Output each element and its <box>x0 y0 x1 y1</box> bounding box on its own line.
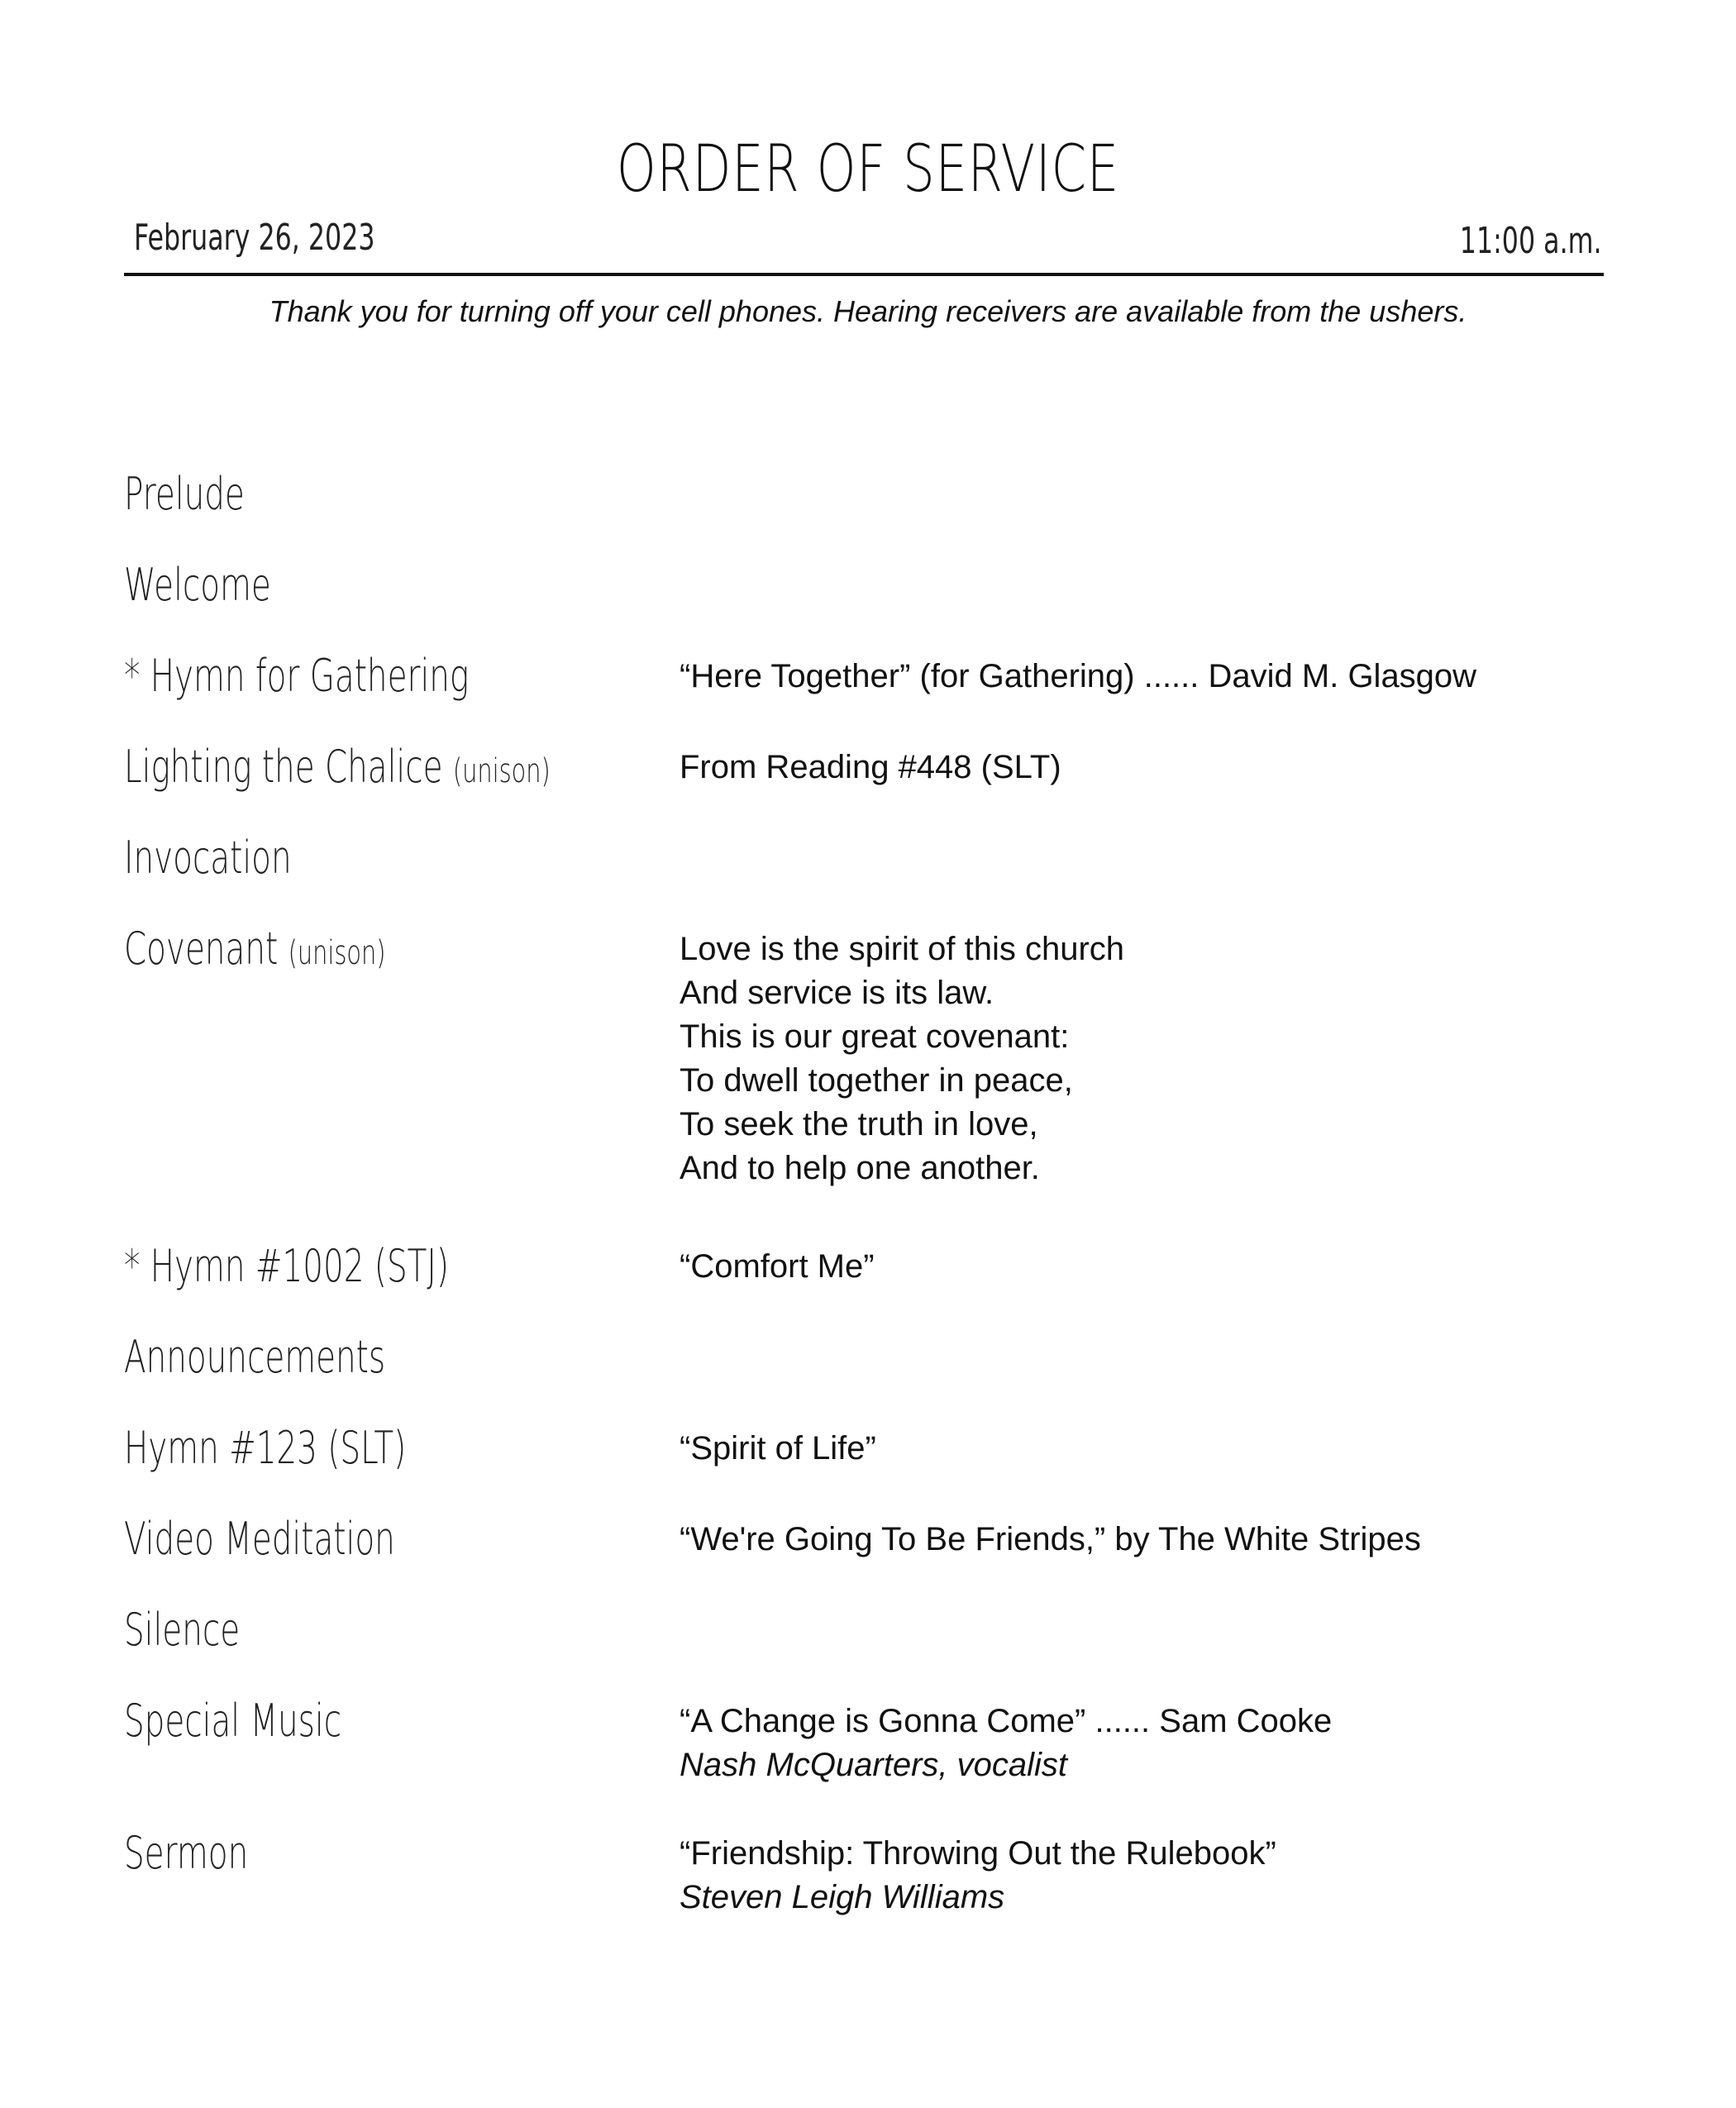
item-label: Welcome <box>124 559 271 611</box>
item-detail: “Spirit of Life” <box>680 1430 876 1467</box>
item-label: Special Music <box>124 1695 342 1747</box>
service-date: February 26, 2023 <box>134 217 375 259</box>
item-label: Invocation <box>124 832 292 884</box>
item-label: Prelude <box>124 468 245 520</box>
covenant-line: To seek the truth in love, <box>680 1106 1038 1142</box>
item-detail: “We're Going To Be Friends,” by The White Stripes <box>680 1521 1421 1557</box>
song-title: “A Change is Gonna Come” ...... Sam Cooke <box>680 1703 1333 1739</box>
covenant-line: Love is the spirit of this church <box>680 931 1125 967</box>
speaker: Steven Leigh Williams <box>680 1879 1005 1915</box>
item-label: * Hymn #1002 (STJ) <box>124 1240 450 1292</box>
covenant-line: And to help one another. <box>680 1150 1040 1186</box>
item-label: Silence <box>124 1604 241 1656</box>
item-detail: “Here Together” (for Gathering) ...... David M. Glasgow <box>680 658 1477 694</box>
page-title: ORDER OF SERVICE <box>616 132 1120 207</box>
item-label: Announcements <box>124 1331 386 1383</box>
item-label-text: Lighting the Chalice <box>124 741 443 793</box>
item-label: Video Meditation <box>124 1513 395 1565</box>
item-label-text: Covenant <box>124 923 279 975</box>
covenant-line: And service is its law. <box>680 975 994 1011</box>
item-label: Sermon <box>124 1827 249 1879</box>
phone-notice: Thank you for turning off your cell phones. Hearing receivers are available from the ushers. <box>269 294 1467 328</box>
item-label <box>124 923 385 975</box>
unison-note: (unison) <box>452 752 551 790</box>
item-label: Hymn #123 (SLT) <box>124 1422 407 1474</box>
sermon-title: “Friendship: Throwing Out the Rulebook” <box>680 1835 1276 1872</box>
service-time: 11:00 a.m. <box>1460 220 1602 262</box>
covenant-line: This is our great covenant: <box>680 1018 1070 1055</box>
item-detail: “Comfort Me” <box>680 1248 875 1285</box>
item-label <box>124 741 551 793</box>
item-detail <box>680 1832 1276 1920</box>
item-detail <box>680 1700 1332 1787</box>
header-divider <box>124 273 1604 276</box>
covenant-line: To dwell together in peace, <box>680 1062 1073 1099</box>
item-label: * Hymn for Gathering <box>124 650 470 702</box>
covenant-text <box>680 928 1124 1190</box>
unison-note: (unison) <box>288 934 386 972</box>
performer: Nash McQuarters, vocalist <box>680 1747 1068 1783</box>
item-detail: From Reading #448 (SLT) <box>680 749 1061 785</box>
